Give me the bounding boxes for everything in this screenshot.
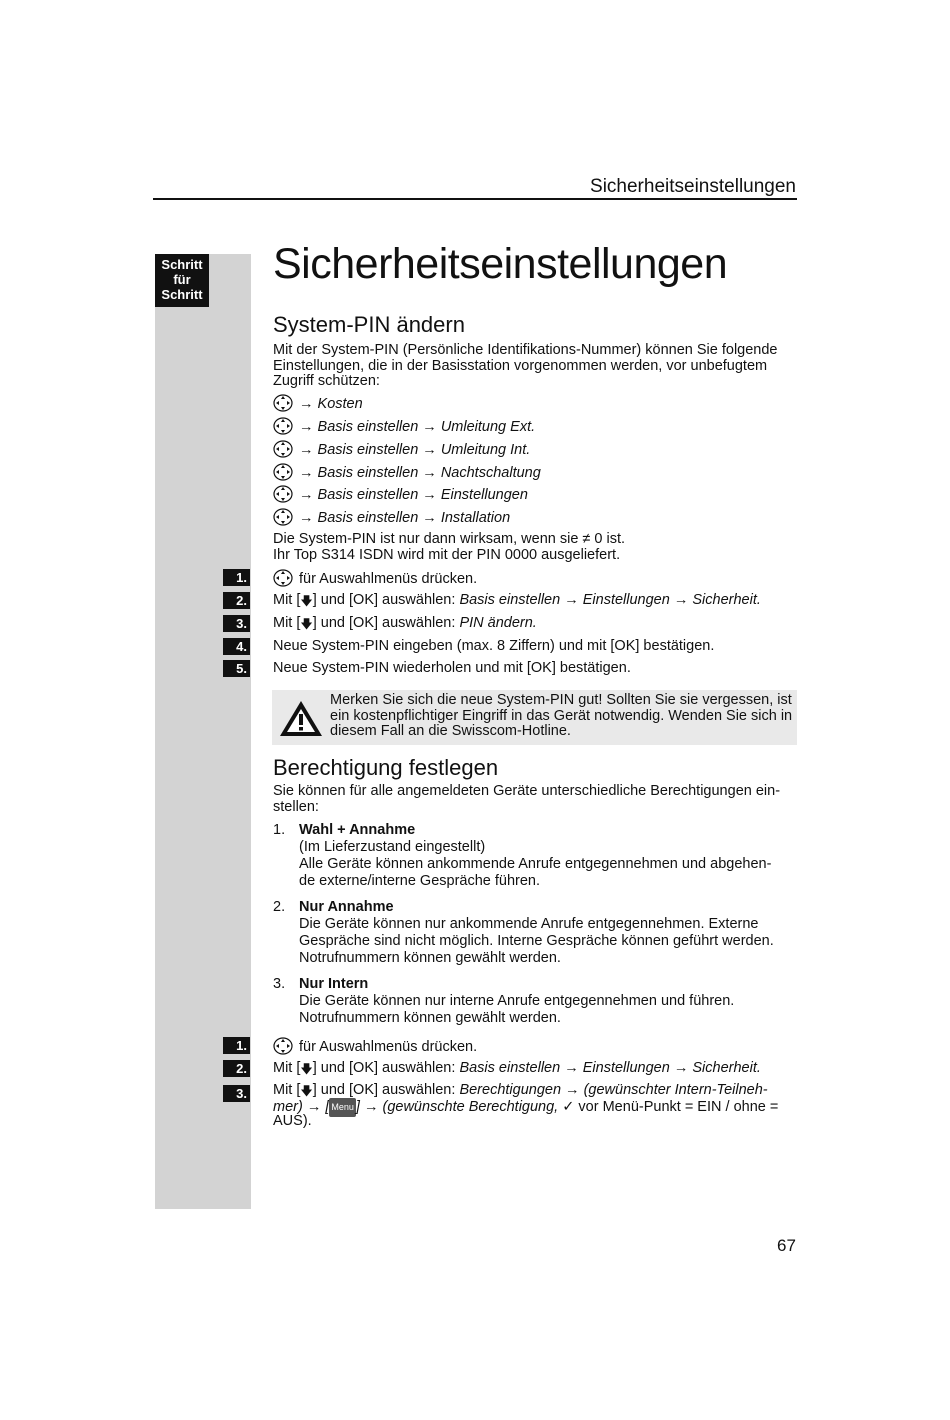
step-text: Neue System-PIN eingeben (max. 8 Ziffern) und mit [OK] bestätigen. <box>273 638 715 654</box>
list-item <box>299 976 799 1027</box>
step-number: 2. <box>223 1060 250 1077</box>
menu-path-row <box>273 508 510 527</box>
check-icon: ✓ <box>562 1099 575 1115</box>
step-text <box>273 569 477 588</box>
step-number: 2. <box>223 592 250 609</box>
pin-note-2: Ihr Top S314 ISDN wird mit der PIN 0000 ausgeliefert. <box>273 547 621 563</box>
step-text-mid: ] und [OK] auswählen: <box>312 1060 460 1076</box>
list-item-line: Die Geräte können nur interne Anrufe entgegennehmen und führen. <box>299 993 735 1009</box>
nav-key-icon <box>273 569 293 587</box>
step-text-menu-path: Basis einstellen → Einstellungen → Sicherheit. <box>459 1060 761 1076</box>
section-intro-system-pin: Mit der System-PIN (Persönliche Identifikations-Nummer) können Sie folgende Einstellungen, die in der Basisstation vorgenommen werden, vor unbefugtem Zugriff schützen: <box>273 342 778 389</box>
step-text-menu-path: ] → (gewünschte Berechtigung, <box>355 1099 563 1115</box>
step-text-pre: Mit [ <box>273 615 301 631</box>
step-text-label: für Auswahlmenüs drücken. <box>299 1039 478 1055</box>
step-number: 5. <box>223 660 250 677</box>
step-text-mid: ] und [OK] auswählen: <box>312 615 460 631</box>
nav-key-icon <box>273 463 293 481</box>
schritt-line-1: Schritt <box>161 257 203 272</box>
list-item-title: Nur Intern <box>299 976 369 992</box>
list-item-line: Gespräche sind nicht möglich. Interne Gespräche können geführt werden. <box>299 933 774 949</box>
menu-path-row <box>273 394 363 413</box>
step-number: 4. <box>223 638 250 655</box>
nav-key-icon <box>273 394 293 412</box>
list-item-title: Nur Annahme <box>299 899 394 915</box>
menu-path-text: → Basis einstellen → Umleitung Int. <box>299 442 531 458</box>
down-arrow-key-icon: 🡇 <box>300 617 313 631</box>
step-text-mid: ] und [OK] auswählen: <box>312 592 460 608</box>
step-text <box>273 1060 761 1078</box>
step-text-mid: ] und [OK] auswählen: <box>312 1082 460 1098</box>
nav-key-icon <box>273 485 293 503</box>
step-text <box>273 615 537 633</box>
schritt-line-2: für <box>173 272 191 287</box>
step-text-pre: Mit [ <box>273 592 301 608</box>
list-item <box>299 822 799 890</box>
header-rule <box>153 198 797 200</box>
step-text-cont: AUS). <box>273 1113 312 1129</box>
warning-icon <box>278 698 324 738</box>
step-text-menu-path: PIN ändern. <box>459 615 537 631</box>
down-arrow-key-icon: 🡇 <box>300 594 313 608</box>
menu-path-row <box>273 463 541 482</box>
list-item-line: Notrufnummern können gewählt werden. <box>299 1010 561 1026</box>
page-title: Sicherheitseinstellungen <box>273 240 728 288</box>
menu-path-text: → Basis einstellen → Nachtschaltung <box>299 465 541 481</box>
down-arrow-key-icon: 🡇 <box>300 1084 313 1098</box>
schritt-line-3: Schritt <box>161 287 203 302</box>
section-intro-berechtigung: Sie können für alle angemeldeten Geräte unterschiedliche Berechtigungen ein-stellen: <box>273 783 781 815</box>
warning-text: Merken Sie sich die neue System-PIN gut! Sollten Sie sie vergessen, ist ein kostenpflichtiger Eingriff in das Gerät notwendig. Wenden Sie sich in diesem Fall an die Swisscom-Hotline. <box>330 692 793 739</box>
menu-path-text: → Basis einstellen → Installation <box>299 510 511 526</box>
step-text: Neue System-PIN wiederholen und mit [OK] bestätigen. <box>273 660 631 676</box>
step-text-cont <box>273 1098 778 1117</box>
step-number: 1. <box>223 569 250 586</box>
nav-key-icon <box>273 508 293 526</box>
menu-path-row <box>273 440 530 459</box>
menu-path-text: → Basis einstellen → Einstellungen <box>299 487 528 503</box>
list-number: 1. <box>273 822 286 838</box>
section-heading-berechtigung: Berechtigung festlegen <box>273 755 499 780</box>
list-number: 3. <box>273 976 286 992</box>
menu-path-row <box>273 485 528 504</box>
step-number: 1. <box>223 1037 250 1054</box>
list-item <box>299 899 799 967</box>
step-text-label: für Auswahlmenüs drücken. <box>299 571 478 587</box>
step-text-pre: Mit [ <box>273 1060 301 1076</box>
page-number: 67 <box>777 1236 796 1255</box>
step-text-menu-path: mer) → [ <box>273 1099 330 1115</box>
step-text <box>273 592 761 610</box>
step-text-pre: Mit [ <box>273 1082 301 1098</box>
list-item-line: Alle Geräte können ankommende Anrufe entgegennehmen und abgehen- <box>299 856 772 872</box>
warning-box <box>272 690 797 745</box>
schritt-fuer-schritt-label <box>155 254 209 307</box>
step-text-menu-path: Berechtigungen → (gewünschter Intern-Teilneh- <box>459 1082 768 1098</box>
nav-key-icon <box>273 417 293 435</box>
list-item-line: Die Geräte können nur ankommende Anrufe entgegennehmen. Externe <box>299 916 759 932</box>
menu-path-row <box>273 417 535 436</box>
list-number: 2. <box>273 899 286 915</box>
list-item-title: Wahl + Annahme <box>299 822 416 838</box>
running-header: Sicherheitseinstellungen <box>590 176 796 197</box>
step-number: 3. <box>223 615 250 632</box>
list-item-line: de externe/interne Gespräche führen. <box>299 873 541 889</box>
list-item-line: Notrufnummern können gewählt werden. <box>299 950 561 966</box>
step-text-menu-path: Basis einstellen → Einstellungen → Sicherheit. <box>459 592 761 608</box>
list-item-line: (Im Lieferzustand eingestellt) <box>299 839 486 855</box>
down-arrow-key-icon: 🡇 <box>300 1062 313 1076</box>
menu-path-text: → Kosten <box>299 396 363 412</box>
step-number: 3. <box>223 1085 250 1102</box>
section-heading-system-pin: System-PIN ändern <box>273 312 465 337</box>
menu-key-icon: Menu <box>329 1098 356 1117</box>
menu-path-text: → Basis einstellen → Umleitung Ext. <box>299 419 536 435</box>
nav-key-icon <box>273 1037 293 1055</box>
nav-key-icon <box>273 440 293 458</box>
step-text <box>273 1037 477 1056</box>
pin-note-1: Die System-PIN ist nur dann wirksam, wenn sie ≠ 0 ist. <box>273 531 626 547</box>
step-text-tail: vor Menü-Punkt = EIN / ohne = <box>574 1099 779 1115</box>
